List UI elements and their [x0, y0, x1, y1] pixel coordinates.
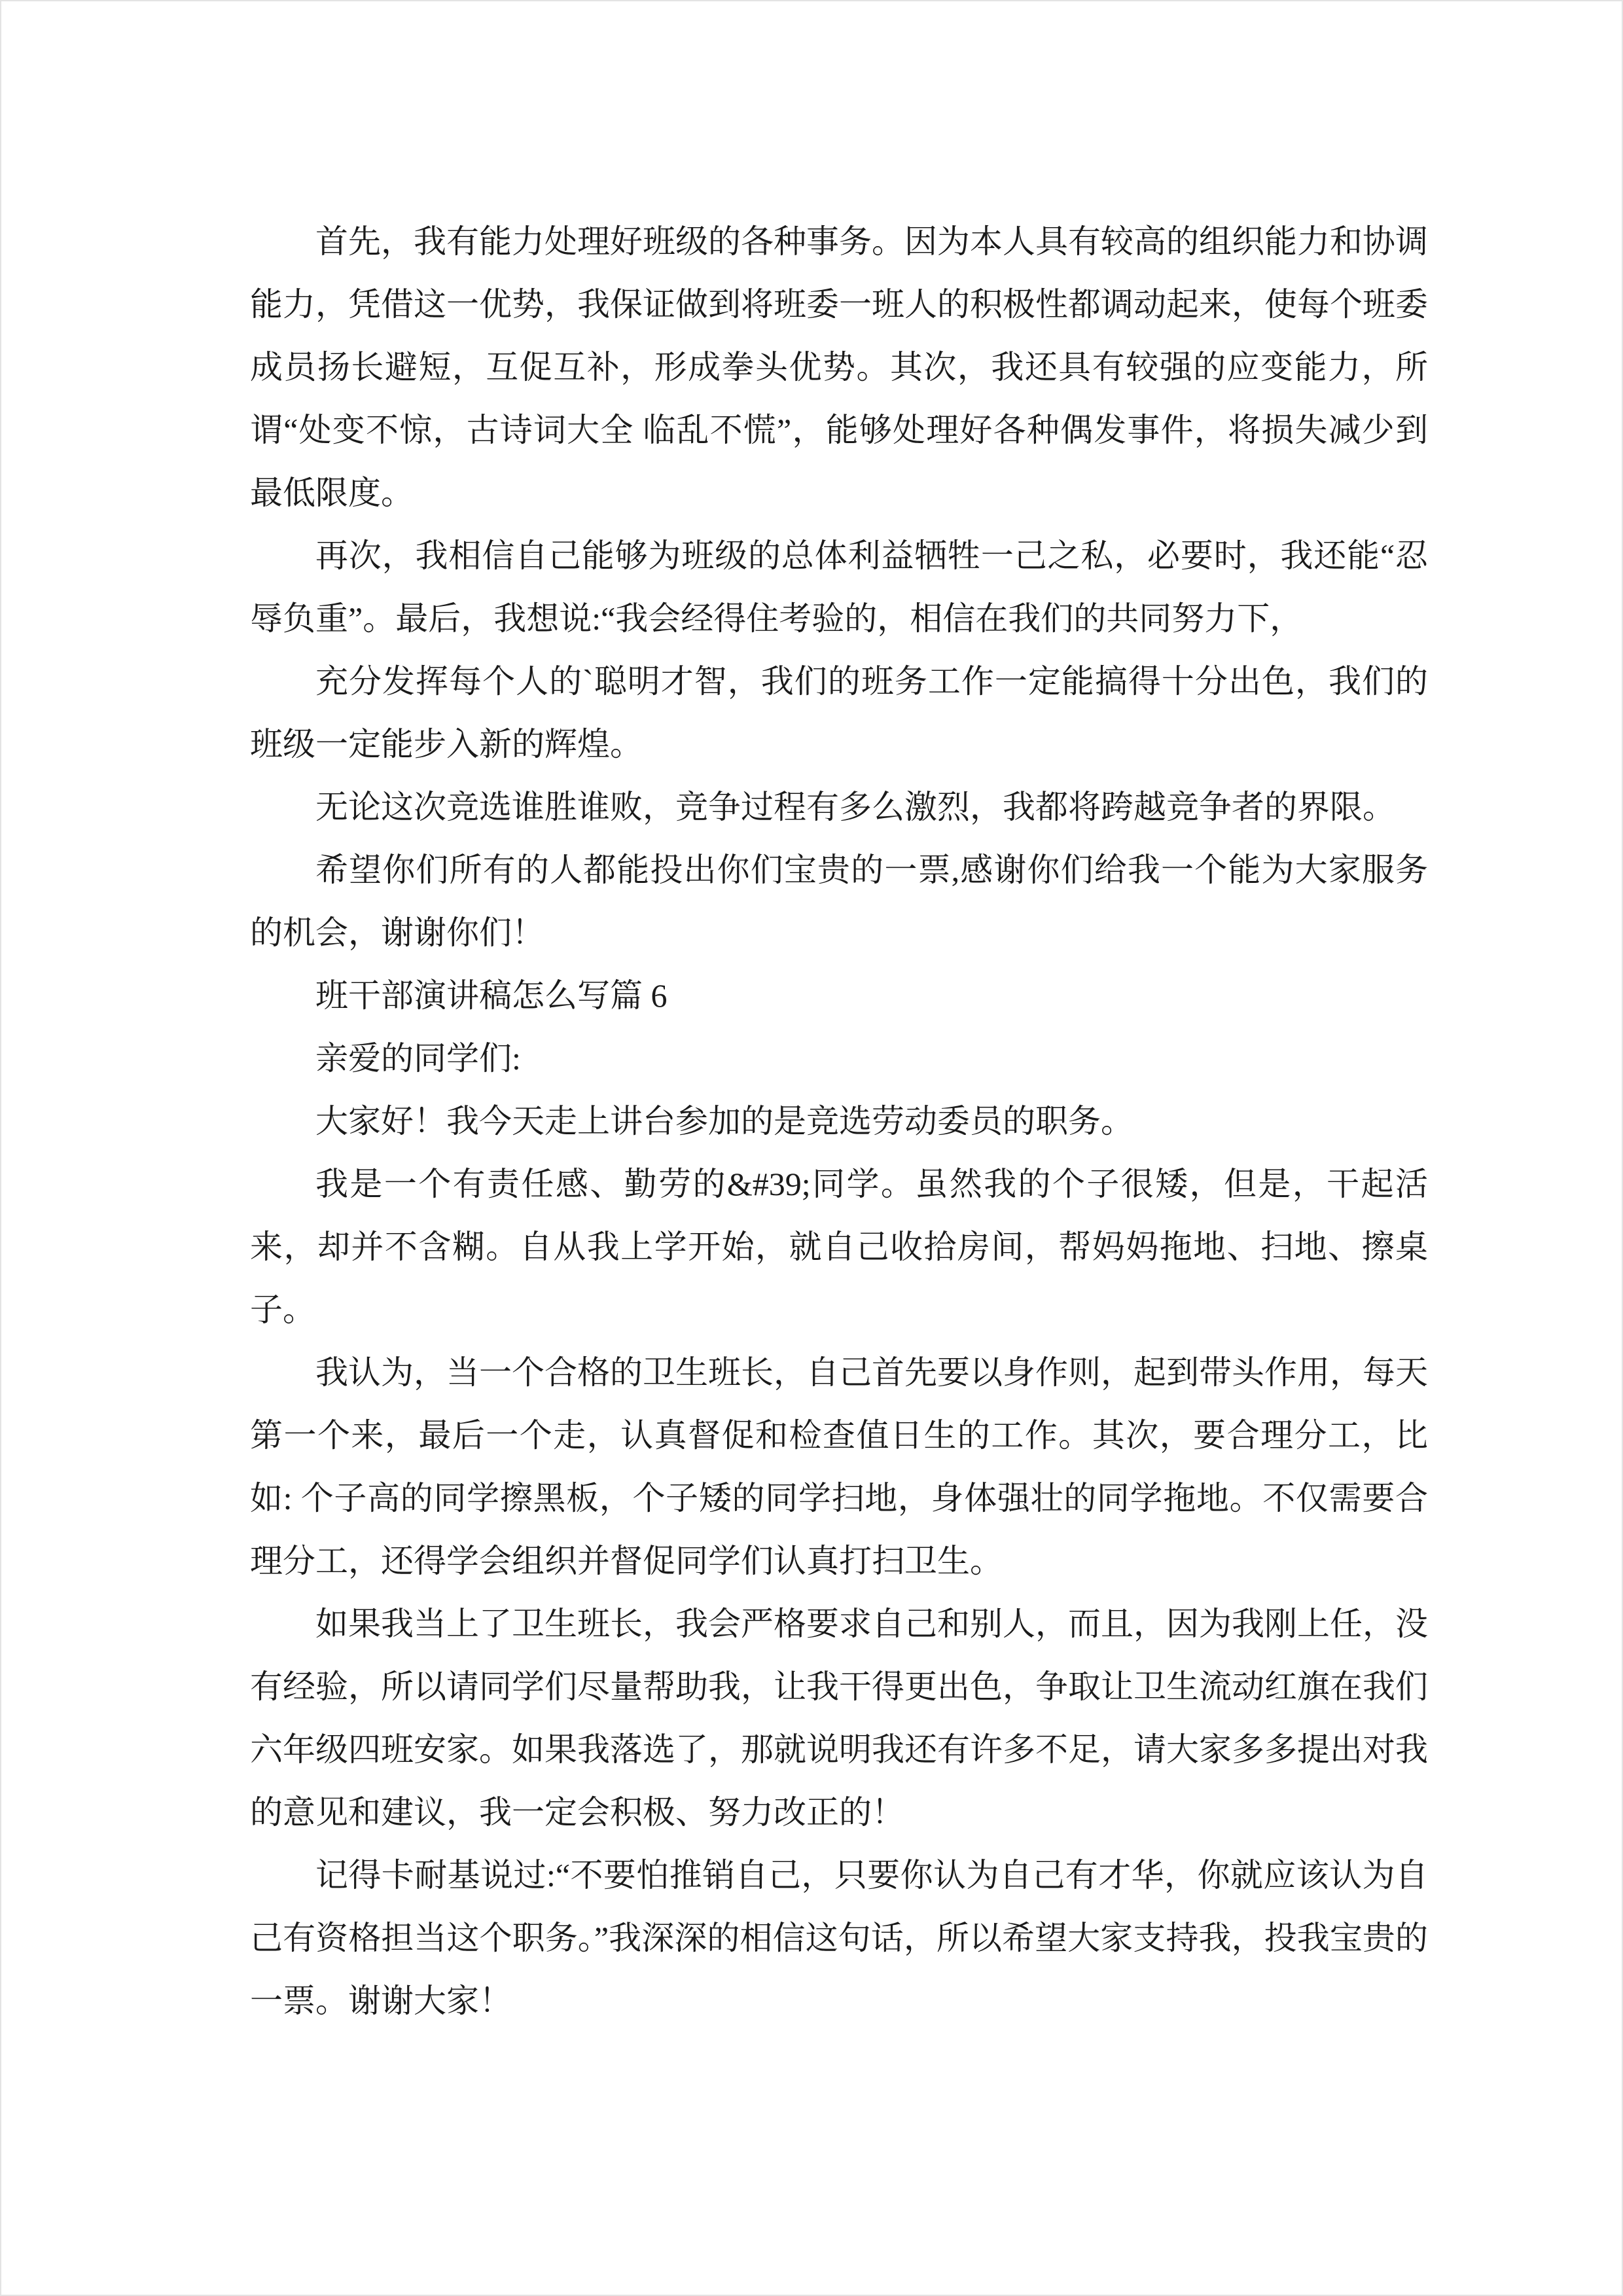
salutation: 亲爱的同学们:	[315, 1040, 521, 1077]
body-paragraph: 记得卡耐基说过:“不要怕推销自己，只要你认为自己有才华，你就应该认为自己有资格担当这个职务。”我深深的相信这句话，所以希望大家支持我，投我宝贵的一票。谢谢大家！	[250, 1857, 1428, 2019]
body-paragraph: 再次，我相信自己能够为班级的总体利益牺牲一己之私，必要时，我还能“忍辱负重”。最后，我想说:“我会经得住考验的，相信在我们的共同努力下，	[250, 537, 1428, 637]
body-paragraph: 首先，我有能力处理好班级的各种事务。因为本人具有较高的组织能力和协调能力，凭借这一优势，我保证做到将班委一班人的积极性都调动起来，使每个班委成员扬长避短，互促互补，形成拳头优势。其次，我还具有较强的应变能力，所谓“处变不惊，古诗词大全 临乱不慌”，能够处理好各种偶发事件，将损失减少到最低限度。	[250, 223, 1428, 511]
body-paragraph: 如果我当上了卫生班长，我会严格要求自己和别人，而且，因为我刚上任，没有经验，所以请同学们尽量帮助我，让我干得更出色，争取让卫生流动红旗在我们六年级四班安家。如果我落选了，那就说明我还有许多不足，请大家多多提出对我的意见和建议，我一定会积极、努力改正的！	[250, 1605, 1428, 1831]
body-paragraph: 大家好！我今天走上讲台参加的是竞选劳动委员的职务。	[315, 1103, 1133, 1139]
body-paragraph: 我认为，当一个合格的卫生班长，自己首先要以身作则，起到带头作用，每天第一个来，最后一个走，认真督促和检查值日生的工作。其次，要合理分工，比如: 个子高的同学擦黑板，个子矮的同学扫地，身体强壮的同学拖地。不仅需要合理分工，还得学会组织并督促同学们认真打扫卫生。	[250, 1354, 1428, 1579]
document-body	[250, 210, 1428, 2032]
section-heading: 班干部演讲稿怎么写篇 6	[315, 977, 668, 1014]
body-paragraph: 我是一个有责任感、勤劳的&#39;同学。虽然我的个子很矮，但是，干起活来，却并不含糊。自从我上学开始，就自己收拾房间，帮妈妈拖地、扫地、擦桌子。	[250, 1166, 1428, 1328]
body-paragraph: 无论这次竞选谁胜谁败，竞争过程有多么激烈，我都将跨越竞争者的界限。	[315, 789, 1395, 825]
body-paragraph: 充分发挥每个人的`聪明才智，我们的班务工作一定能搞得十分出色，我们的班级一定能步入新的辉煌。	[250, 663, 1428, 762]
body-paragraph: 希望你们所有的人都能投出你们宝贵的一票,感谢你们给我一个能为大家服务的机会，谢谢你们！	[250, 852, 1428, 951]
